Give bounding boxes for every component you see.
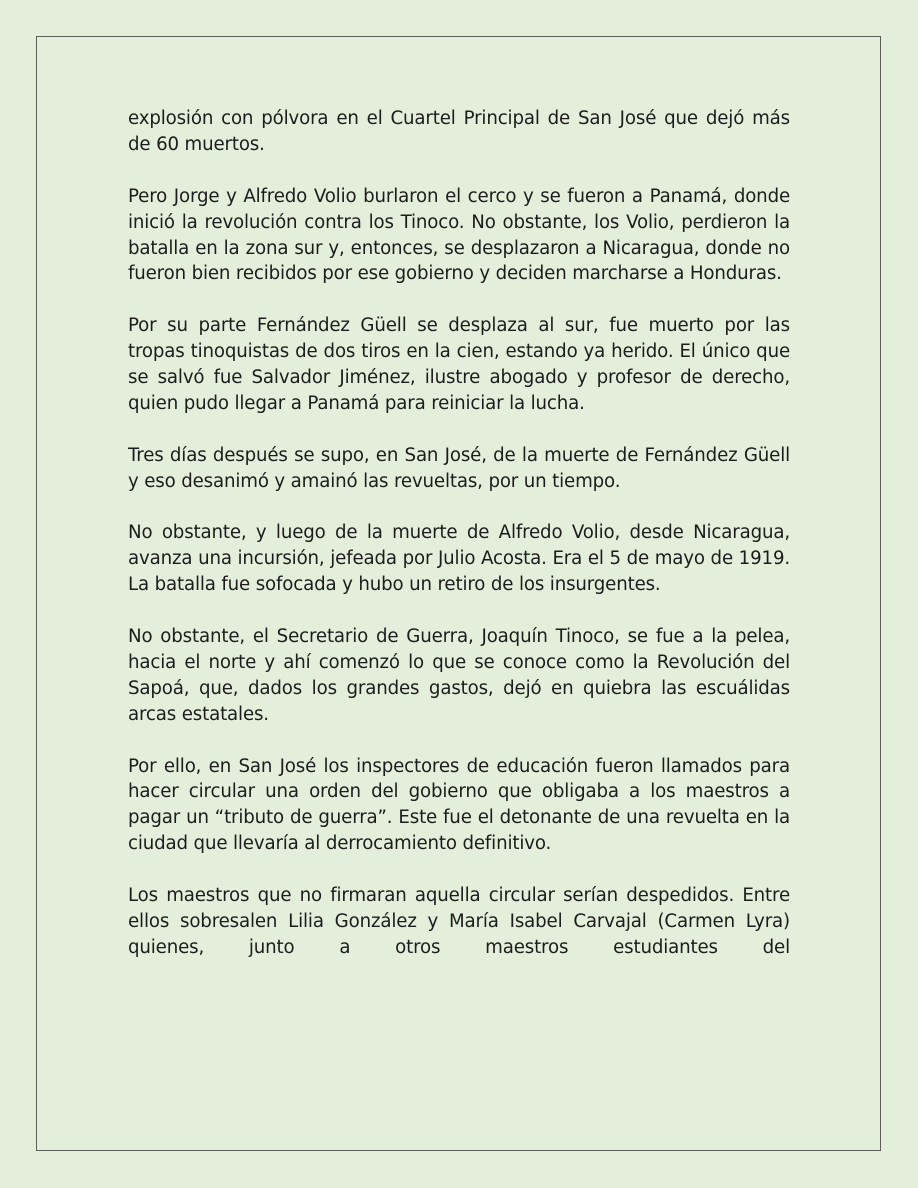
paragraph: Pero Jorge y Alfredo Volio burlaron el cerco y se fueron a Panamá, donde inició la revolución contra los Tinoco. No obstante, los Volio, perdieron la batalla en la zona sur y, entonces, se desplazaron a Nicaragua, donde no fueron bien recibidos por ese gobierno y deciden marcharse a Honduras.: [128, 185, 790, 285]
document-body: [128, 106, 790, 987]
paragraph: Por su parte Fernández Güell se desplaza al sur, fue muerto por las tropas tinoquistas de dos tiros en la cien, estando ya herido. El único que se salvó fue Salvador Jiménez, ilustre abogado y profesor de derecho, quien pudo llegar a Panamá para reiniciar la lucha.: [128, 315, 790, 414]
paragraph: explosión con pólvora en el Cuartel Principal de San José que dejó más de 60 muertos.: [128, 108, 790, 155]
paragraph-continued: Los maestros que no firmaran aquella circular serían despedidos. Entre ellos sobresalen Lilia González y María Isabel Carvajal (Carmen Lyra) quienes, junto a otros maestros estudiantes del: [128, 885, 790, 958]
paragraph: No obstante, y luego de la muerte de Alfredo Volio, desde Nicaragua, avanza una incursión, jefeada por Julio Acosta. Era el 5 de mayo de 1919. La batalla fue sofocada y hubo un retiro de los insurgentes.: [128, 522, 790, 596]
paragraph: Por ello, en San José los inspectores de educación fueron llamados para hacer circular una orden del gobierno que obligaba a los maestros a pagar un “tributo de guerra”. Este fue el detonante de una revuelta en la ciudad que llevaría al derrocamiento definitivo.: [128, 755, 790, 855]
paragraph: Tres días después se supo, en San José, de la muerte de Fernández Güell y eso desanimó y amainó las revueltas, por un tiempo.: [128, 444, 790, 492]
paragraph: No obstante, el Secretario de Guerra, Joaquín Tinoco, se fue a la pelea, hacia el norte y ahí comenzó lo que se conoce como la Revolución del Sapoá, que, dados los grandes gastos, dejó en quiebra las escuálidas arcas estatales.: [128, 626, 790, 725]
